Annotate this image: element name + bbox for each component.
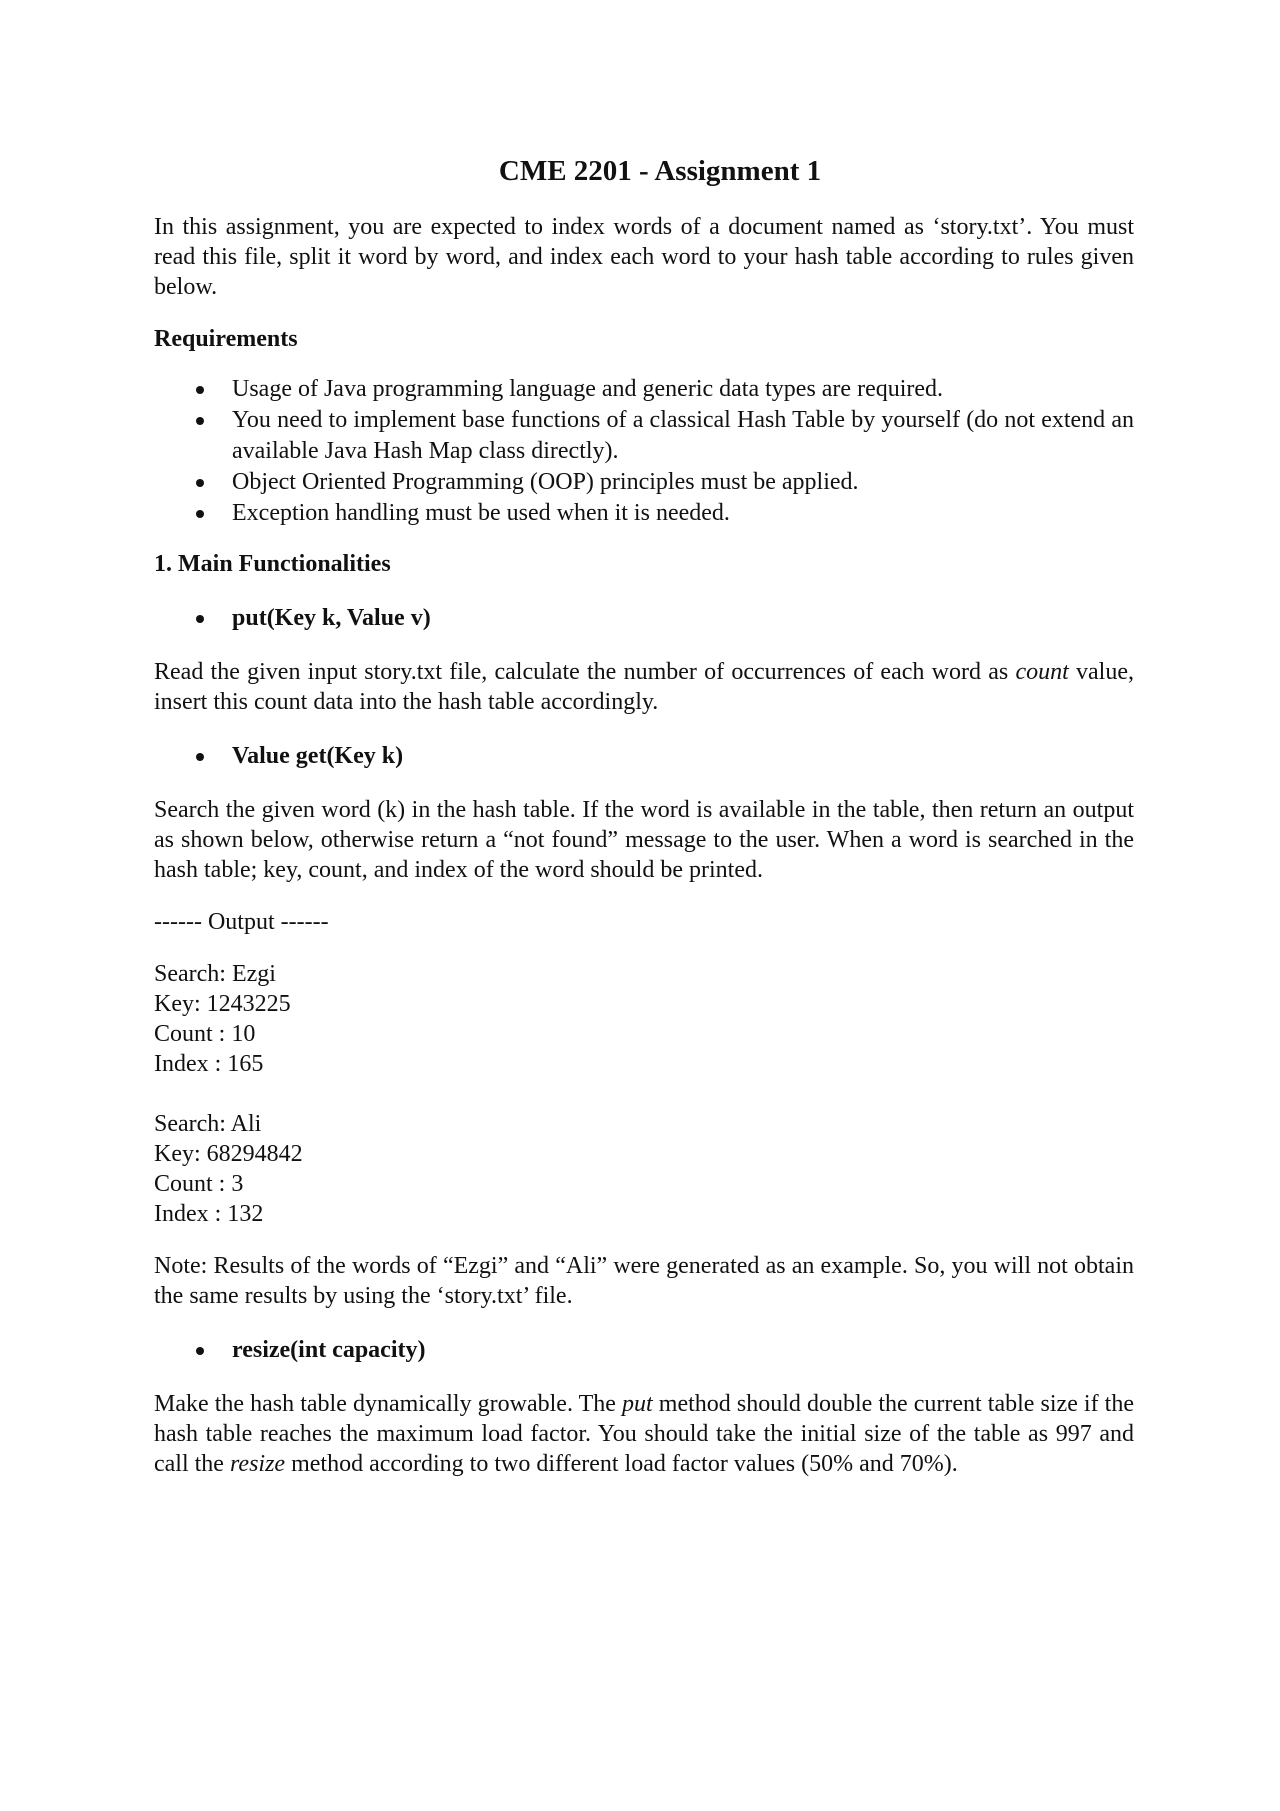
resize-desc-a: Make the hash table dynamically growable. The — [154, 1391, 623, 1417]
get-function-item — [154, 741, 1134, 771]
output-example-ali — [154, 1109, 1134, 1229]
bullet-icon — [196, 753, 204, 761]
put-desc-emphasis: count — [1015, 659, 1069, 685]
output-header: ------ Output ------ — [154, 909, 329, 935]
intro-paragraph: In this assignment, you are expected to index words of a document named as ‘story.txt’. You must read this file, split it word by word, and index each word to your hash table according to rules given below. — [154, 214, 1134, 300]
put-function-item — [154, 603, 1134, 633]
bullet-icon — [196, 615, 204, 623]
requirements-heading: Requirements — [154, 326, 298, 352]
resize-signature: resize(int capacity) — [232, 1337, 426, 1363]
output-key: Key: 68294842 — [154, 1141, 303, 1167]
bullet-icon — [196, 510, 204, 518]
output-index: Index : 132 — [154, 1201, 264, 1227]
requirements-list — [154, 374, 1134, 529]
put-description — [154, 657, 1134, 717]
output-note: Note: Results of the words of “Ezgi” and “Ali” were generated as an example. So, you will not obtain the same results by using the ‘story.txt’ file. — [154, 1253, 1134, 1309]
output-search: Search: Ali — [154, 1111, 262, 1137]
output-index: Index : 165 — [154, 1051, 264, 1077]
bullet-icon — [196, 479, 204, 487]
resize-desc-c: method according to two different load factor values (50% and 70%). — [285, 1451, 958, 1477]
resize-desc-b: method should double the current table size if the hash table reaches the maximum load factor. You should take the initial size of the table as 997 and call the — [154, 1391, 1134, 1477]
requirement-text: Exception handling must be used when it is needed. — [232, 500, 730, 526]
document-title: CME 2201 - Assignment 1 — [498, 155, 822, 187]
bullet-icon — [196, 386, 204, 394]
requirement-text: You need to implement base functions of a classical Hash Table by yourself (do not extend an available Java Hash Map class directly). — [232, 407, 1134, 464]
resize-desc-emphasis-resize: resize — [229, 1451, 286, 1477]
output-count: Count : 10 — [154, 1021, 256, 1047]
get-description: Search the given word (k) in the hash table. If the word is available in the table, then return an output as shown below, otherwise return a “not found” message to the user. When a word is searched in the hash table; key, count, and index of the word should be printed. — [154, 797, 1134, 883]
requirement-item — [154, 405, 1134, 467]
get-signature: Value get(Key k) — [232, 743, 404, 769]
resize-function-item — [154, 1335, 1134, 1365]
document-page — [154, 150, 1134, 1479]
output-example-ezgi — [154, 959, 1134, 1079]
section1-heading: 1. Main Functionalities — [154, 551, 391, 577]
put-desc-a: Read the given input story.txt file, calculate the number of occurrences of each word as — [154, 659, 1016, 685]
requirement-text: Usage of Java programming language and generic data types are required. — [232, 376, 944, 402]
put-desc-b: value, insert this count data into the hash table accordingly. — [154, 659, 1134, 715]
put-signature: put(Key k, Value v) — [232, 605, 431, 631]
requirement-item — [154, 467, 1134, 498]
requirement-item — [154, 498, 1134, 529]
requirement-item — [154, 374, 1134, 405]
bullet-icon — [196, 417, 204, 425]
output-search: Search: Ezgi — [154, 961, 276, 987]
resize-desc-emphasis-put: put — [622, 1391, 653, 1417]
output-key: Key: 1243225 — [154, 991, 291, 1017]
bullet-icon — [196, 1347, 204, 1355]
resize-description — [154, 1389, 1134, 1479]
requirement-text: Object Oriented Programming (OOP) principles must be applied. — [232, 469, 859, 495]
output-count: Count : 3 — [154, 1171, 244, 1197]
